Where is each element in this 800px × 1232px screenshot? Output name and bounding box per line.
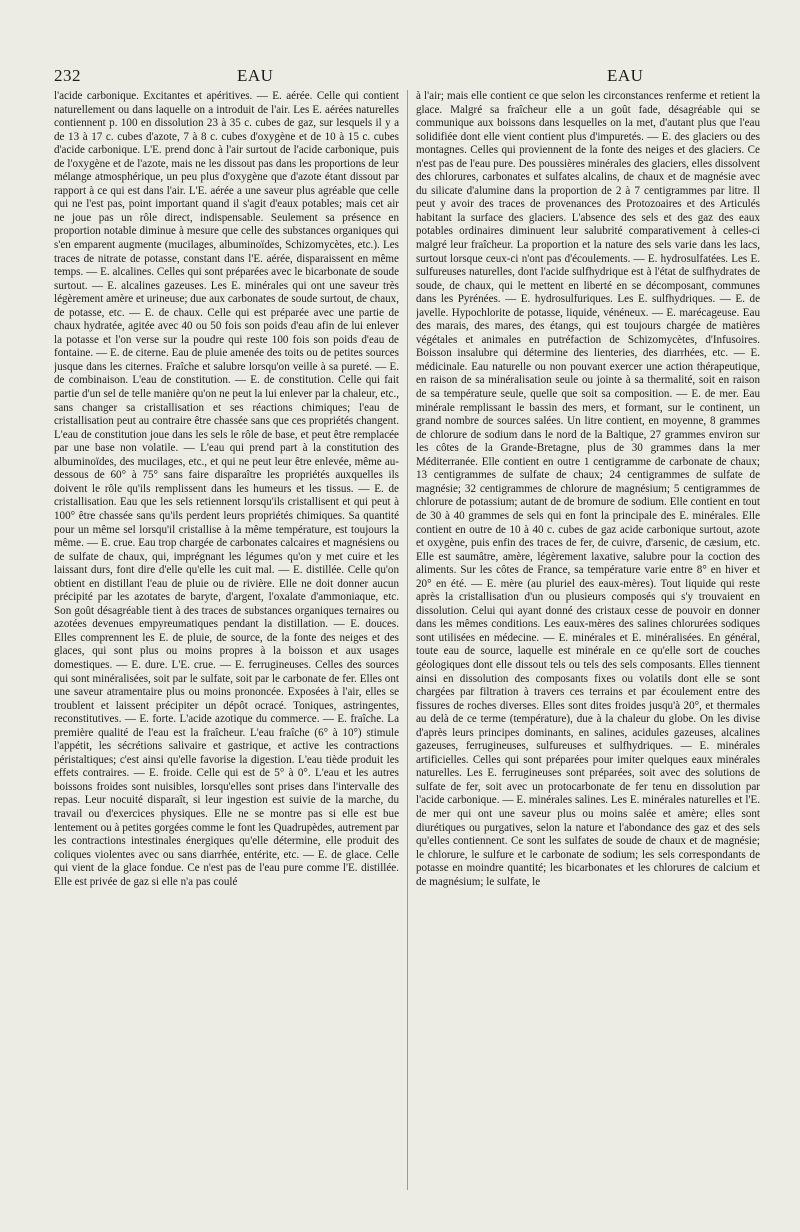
header-left-title: EAU (237, 66, 274, 85)
left-column-text: l'acide carbonique. Excitantes et apéritives. — E. aérée. Celle qui contient naturellement ou dans laquelle on a introduit de l'air. Les E. aérées naturelles contiennent p. 100 en dissolution 23 à 35 c. cubes de gaz, sur lesquels il y a de 13 à 17 c. cubes d'azote, 7 à 8 c. cubes d'oxygène et de 10 à 15 c. cubes d'acide carbonique. L'E. prend donc à l'air surtout de l'acide carbonique, puis de l'oxygène et de l'azote, mais ne les dissout pas dans les proportions de leur mélange atmosphérique, un peu plus d'oxygène que d'azote étant dissout par rapport à ce qui est dans l'air. L'E. aérée a une saveur plus agréable que celle qui ne l'est pas, point important quand il s'agit d'eaux potables; mais cet air ne joue pas un rôle direct, indispensable. Seulement sa présence en proportion notable diminue à mesure que celle des substances organiques qui s'en emparent augmente (mucilages, albuminoïdes, Schizomycètes, etc.). Les traces de nitrate de potasse, constant dans l'E. aérée, disparaissent en même temps. — E. alcalines. Celles qui sont préparées avec le bicarbonate de soude surtout. — E. alcalines gazeuses. Les E. minérales qui ont une saveur très légèrement amère et urineuse; due aux carbonates de soude surtout, de chaux, de potasse, etc. — E. de chaux. Celle qui est préparée avec une partie de chaux hydratée, agitée avec 40 ou 50 fois son poids d'eau afin de lui enlever la potasse et l'on verse sur la poudre qui reste 100 fois son poids d'eau de fontaine. — E. de citerne. Eau de pluie amenée des toits ou de petites sources jusque dans les citernes. Fraîche et salubre lorsqu'on veille à sa pureté. — E. de combinaison. L'eau de constitution. — E. de constitution. Celle qui fait partie d'un sel de telle manière qu'on ne peut la lui enlever par la chaleur, etc., sans changer sa cristallisation et ses réactions chimiques; l'eau de cristallisation peut au contraire être chassée sans que ces propriétés changent. L'eau de constitution joue dans les sels le rôle de base, et peut être remplacée par une base non volatile. — L'eau qui prend part à la constitution des albuminoïdes, des mucilages, etc., et qui ne peut leur être enlevée, même au-dessous de 60° à 75° sans faire disparaître les propriétés auxquelles ils doivent le rôle qu'ils remplissent dans les humeurs et les tissus. — E. de cristallisation. Eau que les sels retiennent lorsqu'ils cristallisent et qui peut à 100° être chassée sans qu'ils perdent leurs propriétés chimiques. Sa quantité pour un même sel lorsqu'il cristallise à la même température, est toujours la même. — E. crue. Eau trop chargée de carbonates calcaires et magnésiens ou de sulfate de chaux, qui, imprégnant les légumes qu'on y met cuire et les laissant durs, font dire d'elle qu'elle les cuit mal. — E. distillée. Celle qu'on obtient en distillant l'eau de pluie ou de rivière. Elle ne doit donner aucun précipité par les azotates de baryte, d'argent, l'oxalate d'ammoniaque, etc. Son goût désagréable tient à des traces de substances organiques ternaires ou azotées devenues empyreumatiques pendant la distillation. — E. douces. Elles comprennent les E. de pluie, de source, de la fonte des neiges et des glaces, qui sont plus ou moins propres à la boisson et aux usages domestiques. — E. dure. L'E. crue. — E. ferrugineuses. Celles des sources qui sont minéralisées, soit par le sulfate, soit par le carbonate de fer. Elles ont une saveur atramentaire plus ou moins prononcée. Exposées à l'air, elles se troublent et laissent précipiter un dépôt ocracé. Toniques, astringentes, reconstitutives. — E. forte. L'acide azotique du commerce. — E. fraîche. La première qualité de l'eau est la fraîcheur. L'eau fraîche (6° à 10°) stimule l'appétit, les sécrétions salivaire et gastrique, et active les contractions péristaltiques; c'est ainsi qu'elle favorise la digestion. L'eau tiède produit les effets contraires. — E. froide. Celle qui est de 5° à 0°. L'eau et les autres boissons froides sont nuisibles, lorsqu'elles sont prises dans l'intervalle des repas. Leur nocuité disparaît, si leur ingestion est suivie de la marche, du travail ou d'exercices physiques. Elle ne se montre pas si elle est bue lentement ou à petites gorgées comme le font les Quadrupèdes, autrement par les contractions intestinales énergiques qu'elle détermine, elle produit des coliques violentes avec ou sans diarrhée, entérite, etc. — E. de glace. Celle qui vient de la glace fondue. Ce n'est pas de l'eau pure comme l'E. distillée. Elle est privée de gaz si elle n'a pas coulé (54, 90, 399, 888)
column-divider (407, 90, 408, 1190)
running-header (54, 66, 754, 88)
right-column (416, 90, 760, 1190)
left-column (54, 90, 399, 1190)
right-column-text: à l'air; mais elle contient ce que selon les circonstances renferme et retient la glace. Malgré sa fraîcheur elle a un goût fade, désagréable qui se communique aux boissons dans lesquelles on la met, d'autant plus que l'eau solidifiée dont elle vient contient plus d'impuretés. — E. des glaciers ou des montagnes. Celles qui proviennent de la fonte des neiges et des glaciers. Ce n'est pas de l'eau pure. Des poussières minérales des glaciers, elles dissolvent des chlorures, carbonates et sulfates alcalins, de chaux et de magnésie avec du silicate d'alumine dans la proportion de 2 à 7 centigrammes par litre. Il peut y avoir des traces de provenances des Protozoaires et des Articulés habitant la surface des glaciers. L'absence des sels et des gaz des eaux potables ordinaires diminuent leur salubrité comparativement à celles-ci malgré leur fraîcheur. La proportion et la nature des sels varie dans les lacs, surtout lorsque ceux-ci n'ont pas d'écoulements. — E. hydrosulfatées. Les E. sulfureuses naturelles, dont l'acide sulfhydrique est à l'état de sulfhydrates de soude, de chaux, qui le mettent en liberté en se décomposant, communes dans les Pyrénées. — E. hydrosulfuriques. Les E. sulfhydriques. — E. de javelle. Hypochlorite de potasse, liquide, vénéneux. — E. marécageuse. Eau des marais, des mares, des étangs, qui est toujours chargée de matières végétales et animales en putréfaction de Schizomycètes, d'Infusoires. Boisson insalubre qui détermine des lienteries, des diarrhées, etc. — E. médicinale. Eau naturelle ou non pouvant exercer une action thérapeutique, en raison de sa minéralisation seule ou jointe à sa thermalité, soit en raison de sa température seule, quelle que soit sa composition. — E. de mer. Eau minérale remplissant le bassin des mers, et formant, sur le continent, un grand nombre de sources salées. Un litre contient, en moyenne, 8 grammes de chlorure de sodium dans le nord de la Baltique, 27 grammes environ sur les côtes de la Grande-Bretagne, plus de 30 grammes dans la mer Méditerranée. Elle contient en outre 1 centigramme de carbonate de chaux; 13 centigrammes de sulfate de chaux; 24 centigrammes de sulfate de magnésie; 32 centigrammes de chlorure de magnésium; 5 centigrammes de chlorure de potassium; autant de de bromure de sodium. Elle contient en tout de 30 à 40 grammes de sels qui en font la principale des E. minérales. Elle contient en outre de 10 à 40 c. cubes de gaz acide carbonique surtout, azote et oxygène, puis enfin des traces de fer, de cuivre, d'arsenic, de cæsium, etc. Elle est saumâtre, amère, légèrement laxative, salubre pour la coction des aliments. Sur les côtes de France, sa température varie entre 8° en hiver et 20° en été. — E. mère (au pluriel des eaux-mères). Tout liquide qui reste après la cristallisation d'un ou plusieurs composés qui s'y trouvaient en dissolution. Celui qui ayant donné des cristaux cesse de pouvoir en donner dans les mêmes conditions. Les eaux-mères des salines chlorurées sodiques sont utilisées en médecine. — E. minérales et E. minéralisées. En général, toute eau de source, laquelle est minérale en ce qu'elle sort de couches géologiques dont elle dissout tels ou tels des sels composants. Elles tiennent ainsi en dissolution des composants fixes ou volatils dont elle se sont chargées par filtration à travers ces terrains et par écoulement entre des fissures de roches diverses. Elles sont dites froides jusqu'à 20°, et thermales au delà de ce terme (température), due à la chaleur du globe. On les divise d'après leurs principes dominants, en salines, acidules gazeuses, alcalines gazeuses, ferrugineuses, sulfureuses et sulfhydriques. — E. minérales artificielles. Celles qui sont préparées pour imiter quelques eaux minérales naturelles. Les E. ferrugineuses sont préparées, soit avec des solutions de sulfate de fer, soit avec un protocarbonate de fer tenu en dissolution par l'acide carbonique. — E. minérales salines. Les E. minérales naturelles et l'E. de mer qui ont une saveur plus ou moins salée et amère; elles sont diurétiques ou purgatives, selon la nature et l'abondance des gaz et des sels qu'elles contiennent. Ce sont les sulfates de soude de chaux et de magnésie; le chlorure, le sulfure et le carbonate de sodium; les sels correspondants de potasse en moindre quantité; les bicarbonates et les chlorures de calcium et de magnésium; le sulfate, le (416, 90, 760, 888)
header-right-title: EAU (607, 66, 644, 85)
page-number: 232 (54, 66, 81, 85)
